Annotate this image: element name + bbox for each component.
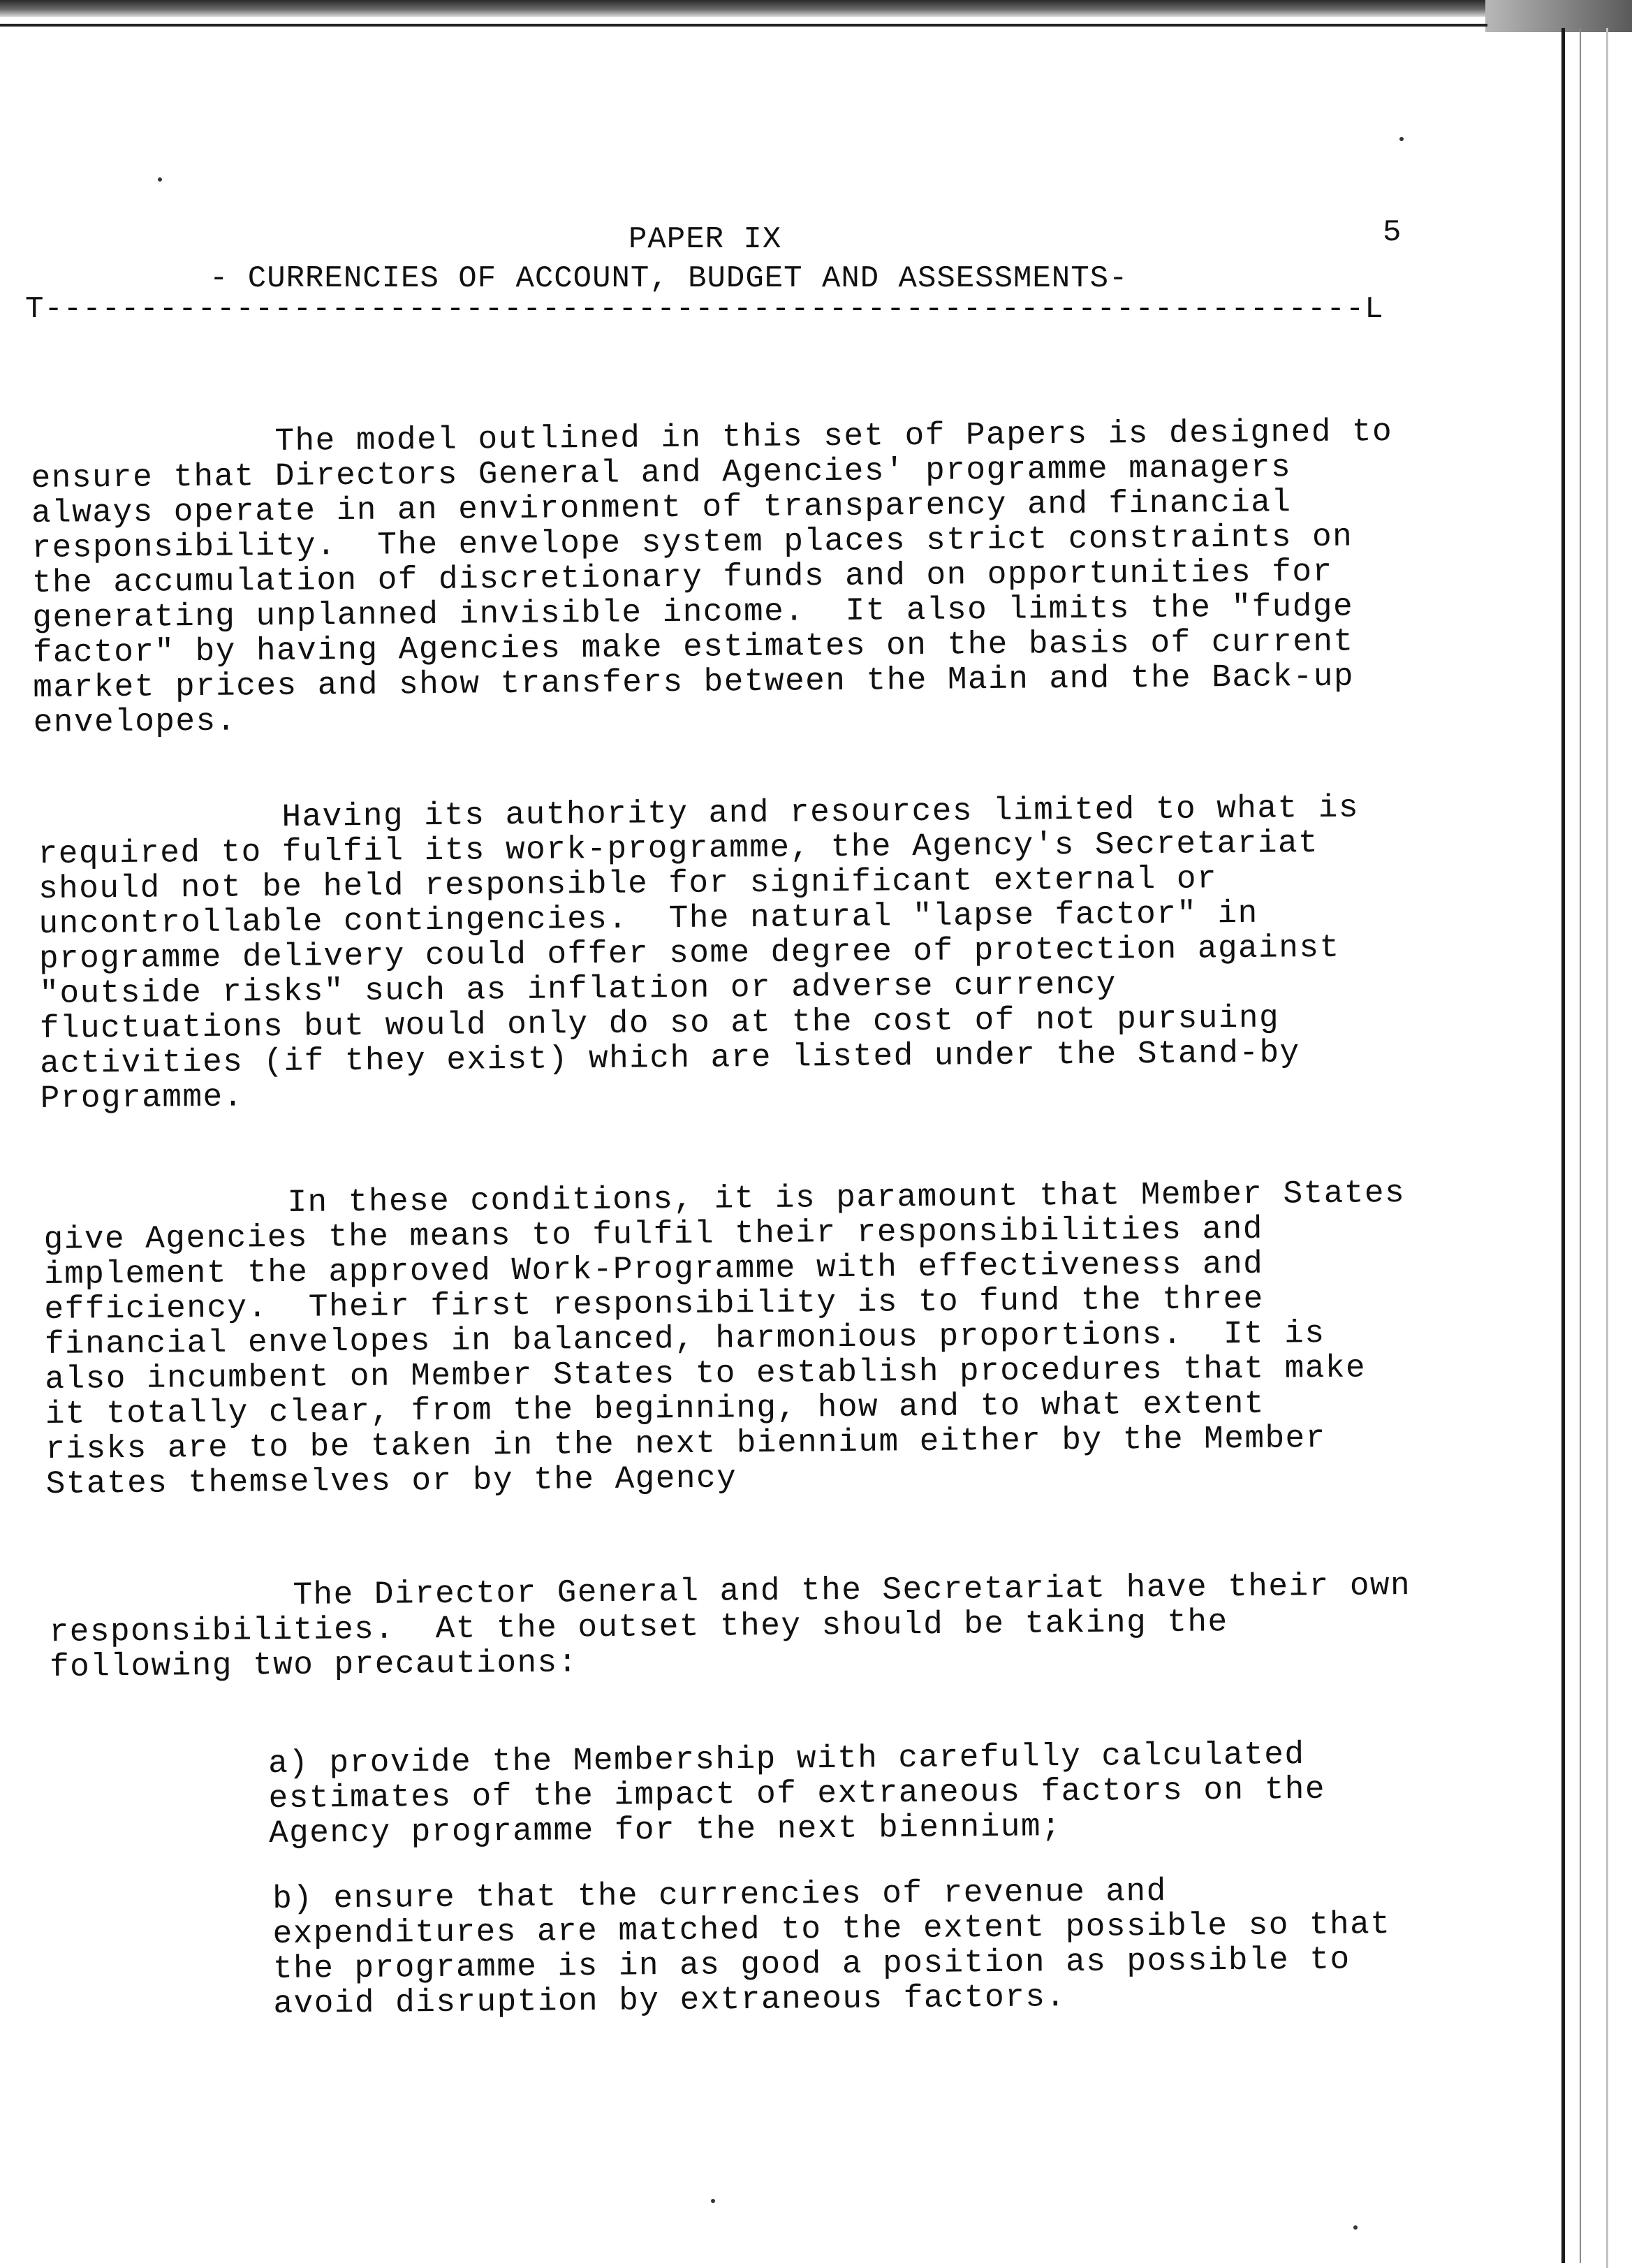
scan-speck [158, 177, 162, 182]
scan-corner-shadow [1485, 0, 1632, 32]
precaution-item-b: b) ensure that the currencies of revenue and expenditures are matched to the extent possible so that the programme is in as good a position as possible to avoid disruption by extraneous factors. [272, 1873, 1391, 2022]
paper-title: PAPER IX [628, 222, 782, 257]
body-paragraph: The Director General and the Secretariat have their own responsibilities. At the outset they should be taking the following two precautions: [48, 1567, 1411, 1685]
body-paragraph: In these conditions, it is paramount that Member States give Agencies the means to fulfil their responsibilities and implement the approved Work-Programme with effectiveness and efficiency. Their first responsibility is to fund the three financial envelopes in balanced, harmonious proportions. It is also incumbent on Member States to establish procedures that make it totally clear, from the beginning, how and to what extent risks are to be taken in the next biennium either by the Member States themselves or by the Agency [43, 1174, 1406, 1502]
scan-top-edge [0, 0, 1632, 17]
scan-right-edge-line [1580, 28, 1581, 2263]
scan-top-rule [0, 24, 1487, 27]
scan-right-edge-line [1561, 28, 1565, 2263]
scan-speck [711, 2199, 715, 2203]
scan-right-edge-line [1606, 28, 1608, 2268]
scan-speck [1353, 2225, 1358, 2230]
section-title: - CURRENCIES OF ACCOUNT, BUDGET AND ASSESSMENTS- [209, 261, 1129, 296]
header-dash-rule: T---------------------------------------------------------------------L [25, 292, 1384, 327]
body-paragraph: The model outlined in this set of Papers is designed to ensure that Directors General and Agencies' programme managers always operate in an environment of transparency and financial responsibility. The envelope system places strict constraints on the accumulation of discretionary funds and on opportunities for generating unplanned invisible income. It also limits the "fudge factor" by having Agencies make estimates on the basis of current market prices and show transfers between the Main and the Back-up envelopes. [30, 413, 1393, 741]
page-number: 5 [1383, 215, 1402, 250]
body-paragraph: Having its authority and resources limited to what is required to fulfil its work-programme, the Agency's Secretariat should not be held responsible for significant external or uncontrollable contingencies. The natural "lapse factor" in programme delivery could offer some degree of protection against "outside risks" such as inflation or adverse currency fluctuations but would only do so at the cost of not pursuing activities (if they exist) which are listed under the Stand-by Programme. [37, 789, 1360, 1117]
precaution-item-a: a) provide the Membership with carefully calculated estimates of the impact of extraneous factors on the Agency programme for the next biennium; [267, 1736, 1326, 1852]
scan-speck [1399, 137, 1404, 141]
